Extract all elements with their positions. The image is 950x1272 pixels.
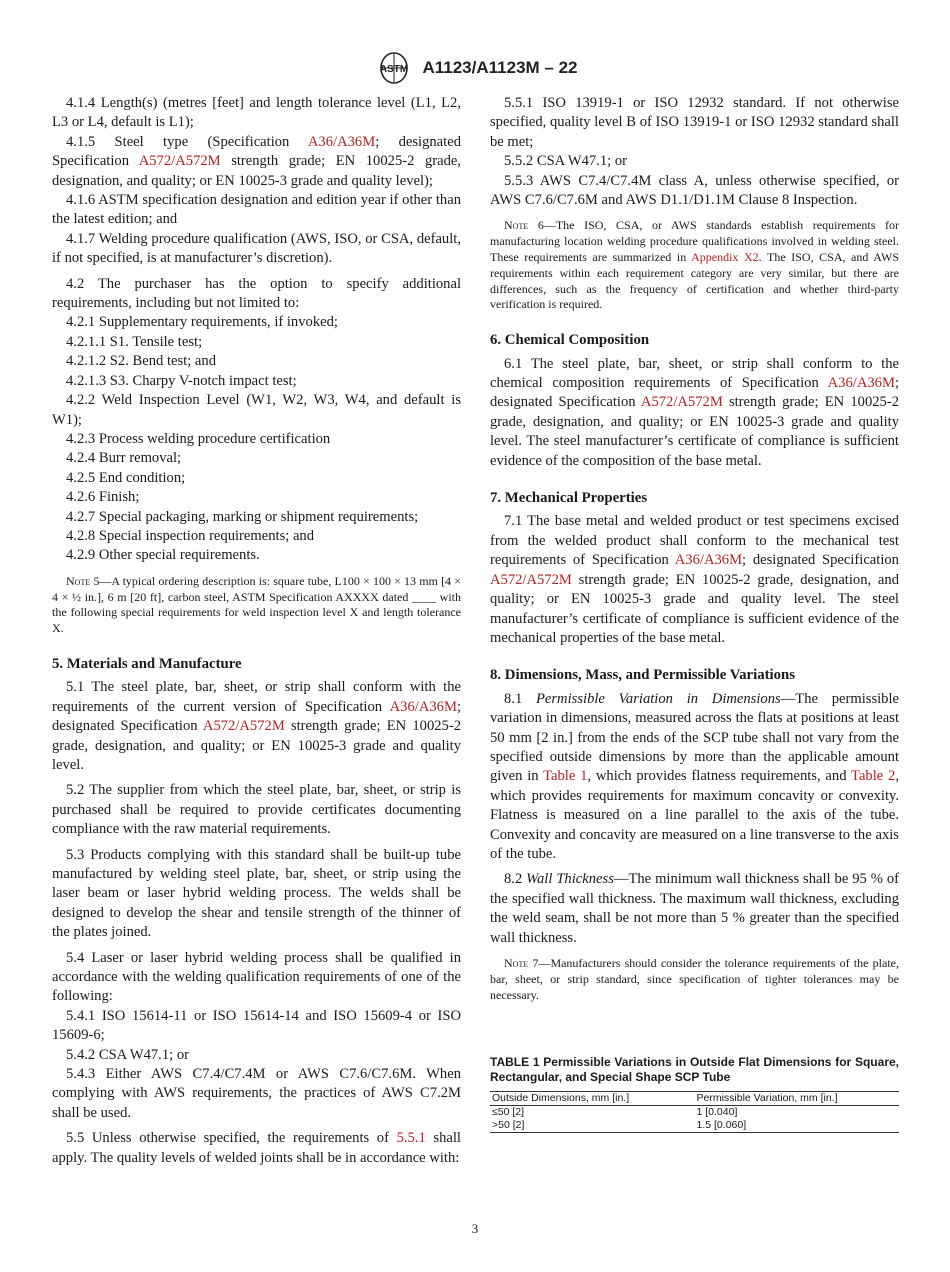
para-4-1-6: 4.1.6 ASTM specification designation and edition year if other than the latest edition; and	[52, 192, 461, 228]
para-4-2-1-2: 4.2.1.2 S2. Bend test; and	[66, 353, 216, 370]
table-cell: ≤50 [2]	[492, 1106, 525, 1119]
para-4-2-2: 4.2.2 Weld Inspection Level (W1, W2, W3, W4, and default is W1);	[52, 392, 461, 428]
heading-5: 5. Materials and Manufacture	[52, 655, 242, 672]
link-a36[interactable]: A36/A36M	[389, 698, 457, 715]
para-5-4-2: 5.4.2 CSA W47.1; or	[66, 1046, 189, 1063]
link-a572[interactable]: A572/A572M	[490, 571, 572, 588]
para-4-1-7: 4.1.7 Welding procedure qualification (AWS, ISO, or CSA, default, if not specified, is at manufacturer’s discretion).	[52, 230, 461, 267]
note-6: Note 6—The ISO, CSA, or AWS standards establish requirements for manufacturing location welding procedure qualifications involved in welding steel. These requirements are summarized in Appendix X2. The ISO, CSA, and AWS requirements within each requirement category are very similar, but there are differences, such as the frequency of certification and whether third-party verification is required.	[490, 218, 900, 312]
link-a572[interactable]: A572/A572M	[138, 153, 221, 170]
note-7: Note 7—Manufacturers should consider the tolerance requirements of the plate, bar, sheet, or strip standard, since specification of tighter tolerances may be necessary.	[490, 956, 900, 1002]
para-4-2-6: 4.2.6 Finish;	[66, 489, 140, 506]
para-4-1-4: 4.1.4 Length(s) (metres [feet] and length tolerance level (L1, L2, L3 or L4, default is L1);	[52, 95, 461, 131]
para-4-1-5: 4.1.5 Steel type (Specification A36/A36M; designated Specification A572/A572M strength grade; EN 10025-2 grade, designation, and quality; or EN 10025-3 grade and quality level);	[52, 133, 462, 189]
link-5-5-1[interactable]: 5.5.1	[396, 1130, 426, 1147]
para-4-2-7: 4.2.7 Special packaging, marking or shipment requirements;	[66, 508, 419, 525]
para-5-5-3: 5.5.3 AWS C7.4/C7.4M class A, unless otherwise specified, or AWS C7.6/C7.6M and AWS D1.1/D1.1M Clause 8 Inspection.	[490, 172, 899, 209]
link-table-1[interactable]: Table 1	[543, 768, 588, 785]
para-4-2-4: 4.2.4 Burr removal;	[66, 450, 182, 467]
standard-designation: A1123/A1123M – 22	[422, 58, 578, 77]
link-a36[interactable]: A36/A36M	[674, 552, 743, 569]
link-a36[interactable]: A36/A36M	[827, 375, 895, 392]
para-8-1: 8.1 Permissible Variation in Dimensions—The permissible variation in dimensions, measured across the flats at positions at least 50 mm [2 in.] from the ends of the SCP tube shall not vary from the specified outside dimensions by more than the applicable amount given in Table 1, which provides flatness requirements, and Table 2, which provides requirements for maximum concavity or convexity. Flatness is measured on a line parallel to the axis of the tube. Convexity and concavity are measured on a line transverse to the axis of the tube.	[490, 690, 900, 862]
para-4-2-3: 4.2.3 Process welding procedure certification	[66, 430, 331, 447]
para-5-2: 5.2 The supplier from which the steel plate, bar, sheet, or strip is purchased shall be required to provide certificates documenting compliance with the raw material requirements.	[52, 782, 461, 838]
table-cell: 1.5 [0.060]	[696, 1119, 747, 1132]
para-4-2-5: 4.2.5 End condition;	[66, 469, 186, 486]
table-1-title: TABLE 1 Permissible Variations in Outside Flat Dimensions for Square, Rectangular, and Special Shape SCP Tube	[490, 1055, 899, 1085]
para-4-2-8: 4.2.8 Special inspection requirements; and	[66, 527, 315, 544]
para-5-4: 5.4 Laser or laser hybrid welding process shall be qualified in accordance with the welding qualification requirements of one of the following:	[52, 949, 461, 1005]
para-8-2: 8.2 Wall Thickness—The minimum wall thickness shall be 95 % of the specified wall thickness. The maximum wall thickness, excluding the weld seam, shall be not more than 5 % greater than the specified wall thickness.	[490, 871, 899, 946]
link-a36[interactable]: A36/A36M	[307, 133, 376, 150]
para-5-1: 5.1 The steel plate, bar, sheet, or strip shall conform with the requirements of the current version of Specification A36/A36M; designated Specification A572/A572M strength grade; EN 10025-2 grade, designation, and quality; or EN 10025-3 grade and quality level.	[52, 679, 461, 773]
para-5-5-2: 5.5.2 CSA W47.1; or	[504, 153, 627, 170]
link-a572[interactable]: A572/A572M	[640, 394, 723, 411]
page-header	[0, 50, 950, 86]
para-5-4-3: 5.4.3 Either AWS C7.4/C7.4M or AWS C7.6/C7.6M. When complying with AWS requirements, the practices of AWS C7.2M shall be used.	[52, 1066, 461, 1121]
page-number: 3	[471, 1221, 479, 1236]
table-row	[490, 1119, 899, 1133]
para-4-2-1: 4.2.1 Supplementary requirements, if invoked;	[66, 314, 338, 331]
para-5-3: 5.3 Products complying with this standard shall be built-up tube manufactured by welding steel plate, bar, sheet, or strip using the laser beam or laser hybrid welding process. The welds shall be designed to develop the shear and tensile strength of the thinner of the plates joined.	[52, 846, 461, 941]
table-cell: 1 [0.040]	[696, 1106, 738, 1119]
logo-text: ASTM	[380, 64, 409, 75]
table-header-row	[490, 1092, 899, 1106]
left-column	[52, 94, 461, 1168]
table-cell: >50 [2]	[492, 1119, 525, 1132]
table-1	[490, 1091, 899, 1133]
para-5-5: 5.5 Unless otherwise specified, the requirements of 5.5.1 shall apply. The quality levels of welded joints shall be in accordance with:	[52, 1130, 461, 1166]
heading-7: 7. Mechanical Properties	[490, 490, 648, 507]
table-row	[490, 1106, 899, 1120]
para-6-1: 6.1 The steel plate, bar, sheet, or strip shall conform to the chemical composition requirements of Specification A36/A36M; designated Specification A572/A572M strength grade; EN 10025-2 grade, designation, and quality; or EN 10025-3 grade and quality level. The steel manufacturer’s certificate of compliance is sufficient evidence of the composition of the base metal.	[490, 355, 899, 469]
para-4-2-1-1: 4.2.1.1 S1. Tensile test;	[66, 333, 203, 350]
table-header-cell: Permissible Variation, mm [in.]	[696, 1092, 838, 1105]
link-appendix-x2[interactable]: Appendix X2	[691, 250, 759, 265]
astm-logo-icon	[372, 51, 416, 85]
heading-6: 6. Chemical Composition	[490, 332, 650, 349]
link-a572[interactable]: A572/A572M	[202, 718, 285, 735]
para-5-4-1: 5.4.1 ISO 15614-11 or ISO 15614-14 and ISO 15609-4 or ISO 15609-6;	[52, 1007, 461, 1044]
note-5: Note 5—A typical ordering description is: square tube, L100 × 100 × 13 mm [4 × 4 × ½ in.], 6 m [20 ft], carbon steel, ASTM Specification AXXXX dated ____ with the following special requirements for weld inspection level X and length tolerance X.	[52, 573, 461, 636]
heading-8: 8. Dimensions, Mass, and Permissible Variations	[490, 667, 796, 684]
right-column	[490, 94, 899, 1133]
para-4-2-1-3: 4.2.1.3 S3. Charpy V-notch impact test;	[66, 372, 297, 389]
table-header-cell: Outside Dimensions, mm [in.]	[492, 1092, 630, 1105]
para-5-5-1: 5.5.1 ISO 13919-1 or ISO 12932 standard. If not otherwise specified, quality level B of ISO 13919-1 or ISO 12932 standard shall be met;	[490, 95, 899, 150]
para-4-2-9: 4.2.9 Other special requirements.	[66, 547, 260, 564]
para-4-2: 4.2 The purchaser has the option to specify additional requirements, including but not limited to:	[52, 275, 461, 312]
para-7-1: 7.1 The base metal and welded product or test specimens excised from the welded product shall conform to the mechanical test requirements of Specification A36/A36M; designated Specification A572/A572M strength grade; EN 10025-2 grade, designation, and quality; or EN 10025-3 grade and quality level. The steel manufacturer’s certificate of compliance is sufficient evidence of the mechanical properties of the base metal.	[490, 513, 899, 646]
link-table-2[interactable]: Table 2	[851, 768, 896, 785]
